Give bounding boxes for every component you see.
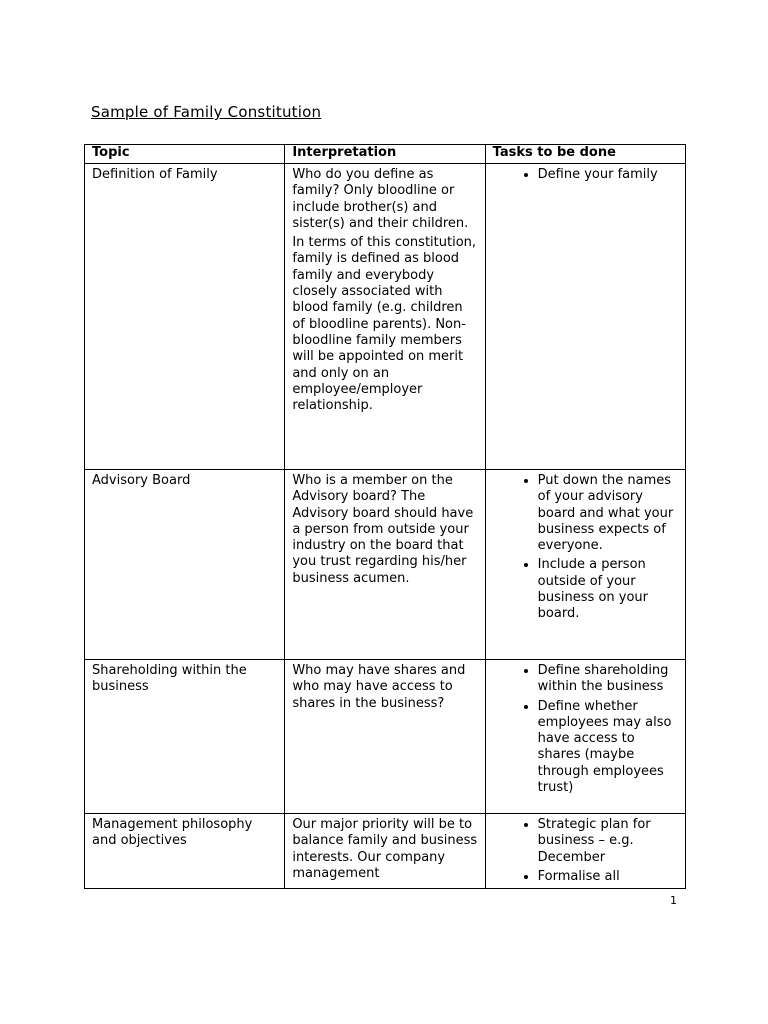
task-item: • Define your family	[538, 167, 679, 183]
header-interpretation: Interpretation	[285, 145, 485, 164]
table-row	[85, 164, 686, 470]
tasks-cell	[485, 164, 685, 470]
interpretation-cell	[285, 164, 485, 470]
topic-cell: Advisory Board	[85, 470, 285, 660]
table-row	[85, 470, 686, 660]
task-item: • Strategic plan for business – e.g. December	[538, 817, 679, 866]
interpretation-cell	[285, 470, 485, 660]
task-list	[493, 473, 679, 623]
task-list	[493, 663, 679, 796]
interpretation-cell	[285, 660, 485, 814]
document-title: Sample of Family Constitution	[91, 103, 322, 121]
tasks-cell	[485, 660, 685, 814]
interpretation-cell	[285, 814, 485, 889]
family-constitution-table	[84, 144, 686, 889]
table-header-row	[85, 145, 686, 164]
table-row	[85, 814, 686, 889]
interpretation-paragraph: In terms of this constitution, family is defined as blood family and everybody closely associated with blood family (e.g. children of bloodline parents). Non-bloodline family members will be appointed on merit and only on an employee/employer relationship.	[292, 235, 477, 414]
task-item: • Define shareholding within the business	[538, 663, 679, 696]
interpretation-paragraph: Who is a member on the Advisory board? The Advisory board should have a person from outside your industry on the board that you trust regarding his/her business acumen.	[292, 473, 474, 586]
topic-cell: Shareholding within the business	[85, 660, 285, 814]
tasks-cell	[485, 814, 685, 889]
task-item: • Formalise all	[538, 869, 679, 885]
header-topic: Topic	[85, 145, 285, 164]
task-item: • Put down the names of your advisory board and what your business expects of everyone.	[538, 473, 679, 554]
topic-cell: Definition of Family	[85, 164, 285, 470]
task-list	[493, 167, 679, 183]
table-row	[85, 660, 686, 814]
topic-cell: Management philosophy and objectives	[85, 814, 285, 889]
task-list	[493, 817, 679, 885]
task-item: • Include a person outside of your business on your board.	[538, 557, 679, 622]
header-tasks: Tasks to be done	[485, 145, 685, 164]
task-item: • Define whether employees may also have access to shares (maybe through employees trust)	[538, 699, 679, 797]
tasks-cell	[485, 470, 685, 660]
interpretation-paragraph: Our major priority will be to balance family and business interests. Our company management	[292, 817, 478, 881]
interpretation-paragraph: Who may have shares and who may have access to shares in the business?	[292, 663, 466, 711]
page-number: 1	[670, 894, 677, 907]
interpretation-paragraph: Who do you define as family? Only bloodline or include brother(s) and sister(s) and their children.	[292, 167, 469, 231]
